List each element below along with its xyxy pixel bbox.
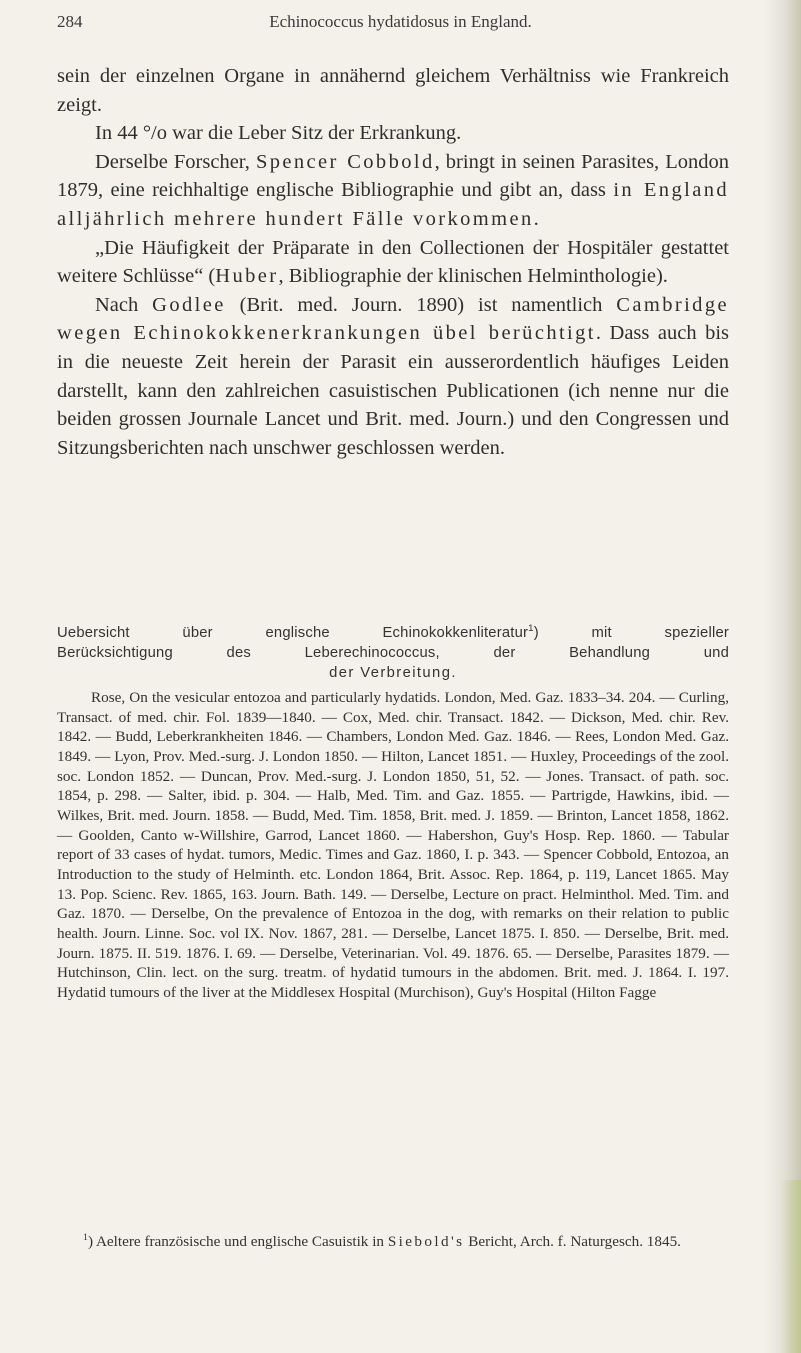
paragraph-5 xyxy=(57,291,729,463)
author-name: Spencer Cobbold xyxy=(255,150,435,173)
page-header xyxy=(0,12,801,34)
running-title: Echinococcus hydatidosus in England. xyxy=(269,12,532,31)
text-run: Nach xyxy=(95,293,153,316)
page-edge-shadow xyxy=(763,0,801,1353)
page-number: 284 xyxy=(57,12,83,31)
page-edge-stain xyxy=(779,1180,801,1353)
paragraph-2: In 44 °/o war die Leber Sitz der Erkrankung. xyxy=(95,122,462,145)
main-text xyxy=(57,62,729,462)
heading-text: ) mit spezieller xyxy=(533,625,730,641)
text-run: , bringt in seinen Parasites, London 1879, eine reichhaltige englische Bibliographie und gibt an, dass xyxy=(57,150,729,202)
text-run: „Die Häufigkeit der Präparate in den Collectionen der Hospitäler gestattet weitere Schlüsse“ ( xyxy=(57,236,729,288)
bibliography-text: Rose, On the vesicular entozoa and particularly hydatids. London, Med. Gaz. 1833–34. 204. — Curling, Transact. of med. chir. Fol. 1839—1840. — Cox, Med. chir. Transact. 1842. — Dickson, Med. chir. Rev. 1842. — Budd, Leberkrankheiten 1846. — Chambers, London Med. Gaz. 1846. — Rees, London Med. Gaz. 1849. — Lyon, Prov. Med.-surg. J. London 1850. — Hilton, Lancet 1851. — Huxley, Proceedings of the zool. soc. London 1852. — Duncan, Prov. Med.-surg. J. London 1850, 51, 52. — Jones. Transact. of path. soc. 1854, p. 298. — Salter, ibid. p. 304. — Halb, Med. Tim. and Gaz. 1855. — Partrigde, Hawkins, ibid. — Wilkes, Brit. med. Journ. 1858. — Budd, Med. Tim. 1858, Brit. med. J. 1859. — Brinton, Lancet 1858, 1862. — Goolden, Canto w-Willshire, Garrod, Lancet 1860. — Habershon, Guy's Hosp. Rep. 1860. — Tabular report of 33 cases of hydat. tumors, Medic. Times and Gaz. 1860, I. p. 343. — Spencer Cobbold, Entozoa, an Introduction to the study of Helminth. etc. London 1864, Brit. Assoc. Rep. 1864, p. 119, Lancet 1865. May 13. Pop. Scienc. Rev. 1865, 163. Journ. Bath. 149. — Derselbe, Lecture on pract. Helminthol. Med. Tim. and Gaz. 1870. — Derselbe, On the prevalence of Entozoa in the dog, with remarks on their relation to public health. Journ. Linne. Soc. vol IX. Nov. 1867, 281. — Derselbe, Lancet 1875. I. 850. — Derselbe, Brit. med. Journ. 1875. II. 519. 1876. I. 69. — Derselbe, Veterinarian. Vol. 49. 1876. 65. — Derselbe, Parasites 1879. — Hutchinson, Clin. lect. on the surg. treatm. of hydatid tumours in the abdomen. Brit. med. J. 1864. I. 197. Hydatid tumours of the liver at the Middlesex Hospital (Murchison), Guy's Hospital (Hilton Fagge xyxy=(57,689,729,1001)
author-name: Siebold's xyxy=(387,1233,465,1250)
paragraph-3 xyxy=(57,148,729,234)
paragraph-4 xyxy=(57,234,729,291)
text-run: ) Aeltere französische und englische Casuistik in xyxy=(87,1233,388,1250)
text-run: Bericht, Arch. f. Naturgesch. 1845. xyxy=(464,1233,681,1250)
heading-line-1 xyxy=(57,623,729,643)
footnote-text xyxy=(57,1232,729,1252)
heading-line-3: der Verbreitung. xyxy=(329,665,457,681)
author-name: Huber xyxy=(215,265,279,288)
emphasized-text: in England alljährlich mehrere hundert Fälle vorkommen xyxy=(57,179,730,230)
emphasized-text: Cambridge wegen Echinokokkenerkrankungen übel berüchtigt xyxy=(57,293,729,345)
text-run: Derselbe Forscher, xyxy=(95,150,256,173)
text-run: (Brit. med. Journ. 1890) ist namentlich xyxy=(225,293,617,316)
heading-line-2: Berücksichtigung des Leberechinococcus, der Behandlung und xyxy=(57,645,729,661)
text-run: . xyxy=(533,207,539,230)
paragraph-1: sein der einzelnen Organe in annähernd gleichem Verhältniss wie Frankreich zeigt. xyxy=(57,65,729,116)
text-run: . Dass auch bis in die neueste Zeit herein der Parasit ein ausserordentlich häufiges Leiden darstellt, kann den zahlreichen casuistischen Publicationen (ich nenne nur die beiden grossen Journale Lancet und Brit. med. Journ.) und den Congressen und Sitzungsberichten nach unschwer geschlossen werden. xyxy=(57,322,729,459)
bibliography xyxy=(57,688,729,1003)
section-heading xyxy=(57,623,729,683)
author-name: Godlee xyxy=(152,293,226,316)
heading-text: Uebersicht über englische Echinokokkenliteratur xyxy=(57,625,529,641)
footnote xyxy=(57,1232,729,1252)
footnote-marker: 1 xyxy=(83,1231,88,1243)
footnote-marker: 1 xyxy=(528,623,534,635)
text-run: , Bibliographie der klinischen Helminthologie). xyxy=(278,265,668,288)
